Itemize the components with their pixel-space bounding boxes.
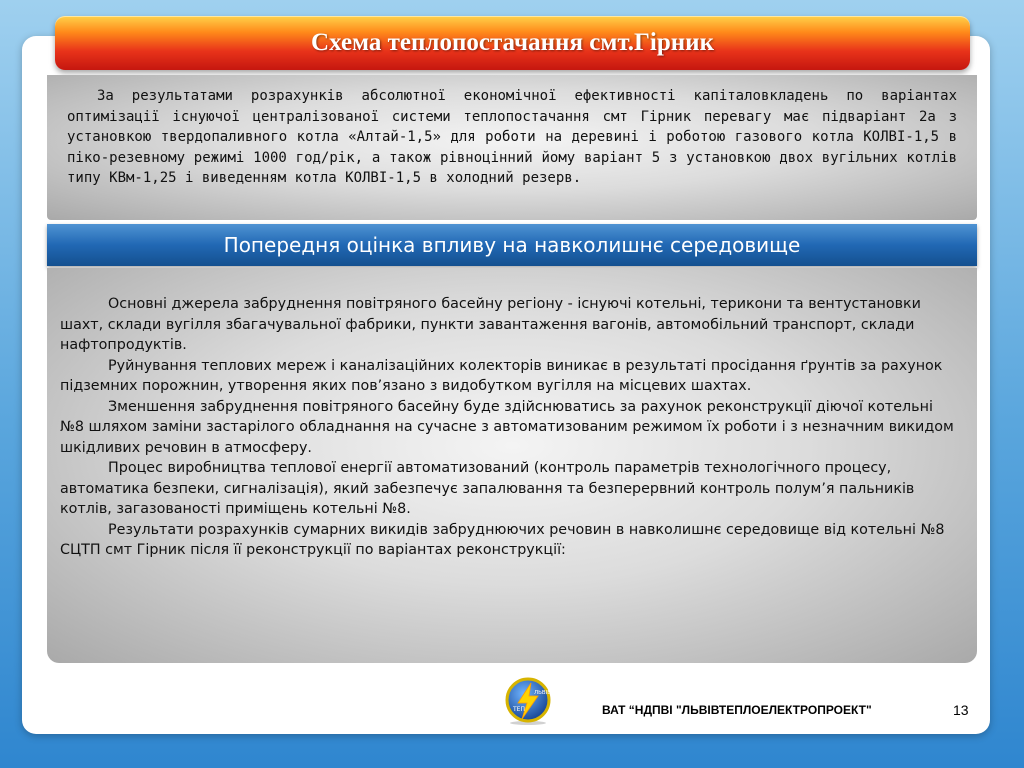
intro-paragraph: За результатами розрахунків абсолютної економічної ефективності капіталовкладень по варіантах оптимізації існуючої централізованої системи теплопостачання смт Гірник перевагу має підваріант 2а з установкою твердопаливного котла «Алтай-1,5» для роботи на деревині і роботою газового котла КОЛВІ-1,5 в піко-резевному режимі 1000 год/рік, а також рівноцінний йому варіант 5 з установкою двох вугільних котлів типу КВм-1,25 і виведенням котла КОЛВІ-1,5 в холодний резерв. (67, 88, 957, 187)
paragraph-automation: Процес виробництва теплової енергії автоматизований (контроль параметрів технологічного процесу, автоматика безпеки, сигналізація), який забезпечує запалювання та безперервний контроль полум’я пальників котлів, загазованості приміщень котельні №8. (60, 460, 915, 517)
section-header (47, 224, 977, 266)
footer-company: ВАТ “НДПВІ "ЛЬВІВТЕПЛОЕЛЕКТРОПРОЕКТ" (602, 703, 872, 717)
logo-icon (504, 677, 552, 725)
paragraph-emission-results: Результати розрахунків сумарних викидів забруднюючих речовин в навколишнє середовище від котельні №8 СЦТП смт Гірник після її реконструкції по варіантах реконструкції: (60, 521, 945, 558)
body-text (60, 294, 960, 561)
company-logo (504, 677, 552, 725)
paragraph-pollution-reduction: Зменшення забруднення повітряного басейну буде здійснюватись за рахунок реконструкції діючої котельні №8 шляхом заміни застарілого обладнання на сучасне з автоматизованим режимом їх роботи і з незначним викидом шкідливих речовин в атмосферу. (60, 398, 954, 456)
logo-text-top: ЛЬВІВ (534, 690, 552, 696)
paragraph-pollution-sources: Основні джерела забруднення повітряного басейну регіону - існуючі котельні, терикони та вентустановки шахт, склади вугілля збагачувальної фабрики, пункти завантаження вагонів, автомобільний транспорт, склади нафтопродуктів. (60, 296, 921, 353)
slide-title: Схема теплопостачання смт.Гірник (311, 29, 714, 56)
logo-text-bottom: ТЕП (513, 706, 525, 713)
page-number: 13 (953, 702, 969, 718)
paragraph-network-damage: Руйнування теплових мереж і каналізаційних колекторів виникає в результаті просідання ґрунтів за рахунок підземних порожнин, утворення яких пов’язано з видобутком вугілля на місцевих шахтах. (60, 357, 943, 394)
section-heading: Попередня оцінка впливу на навколишнє середовище (223, 233, 801, 257)
title-banner (55, 16, 970, 70)
